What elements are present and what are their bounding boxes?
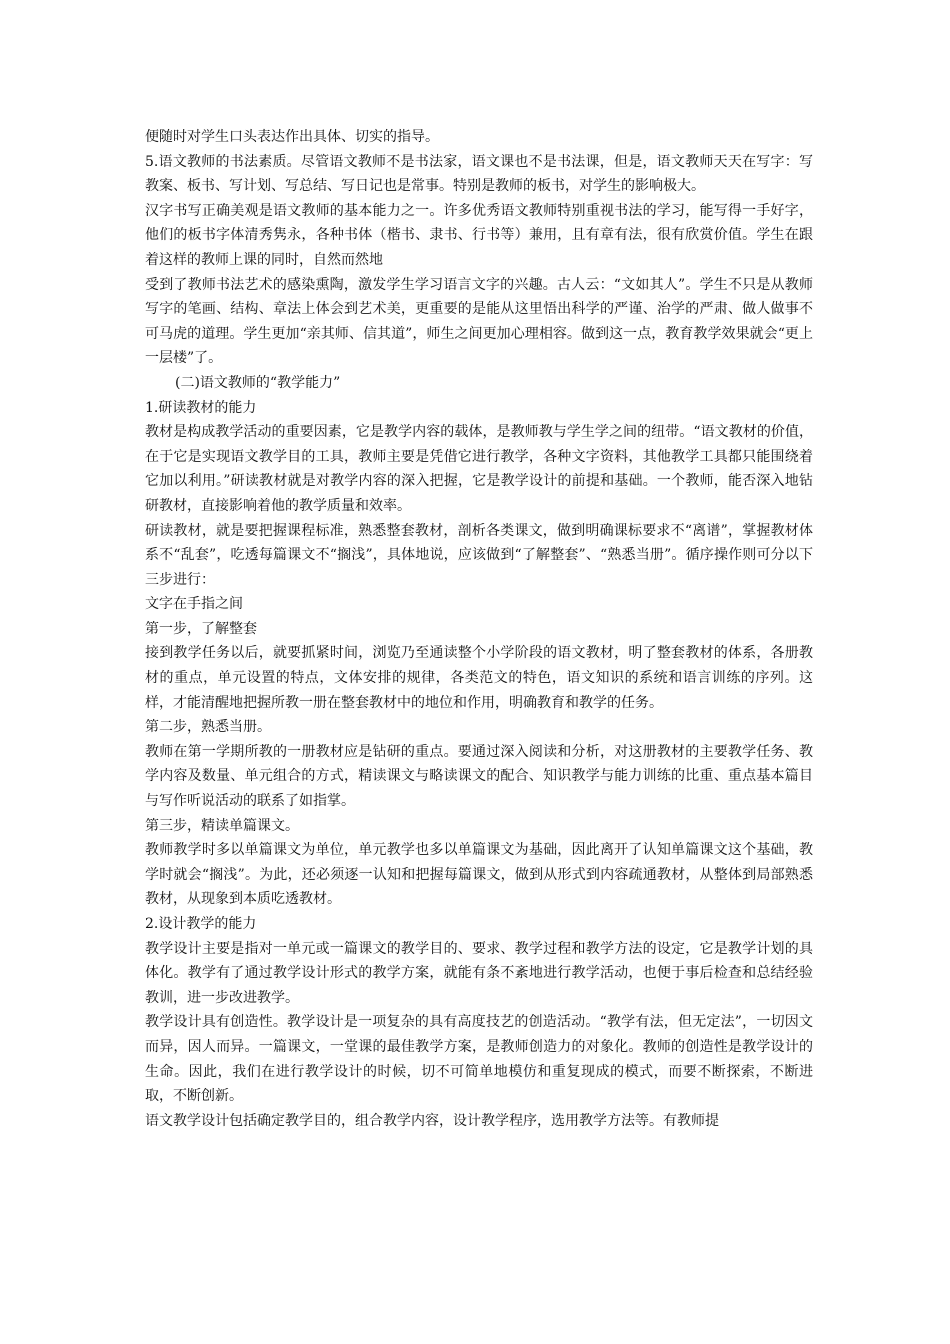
paragraph: 文字在手指之间 bbox=[145, 596, 243, 613]
subsection-heading: 2.设计教学的能力 bbox=[145, 916, 257, 932]
step-heading: 第三步，精读单篇课文。 bbox=[145, 817, 299, 834]
section-heading: (二)语文教师的“教学能力” bbox=[175, 374, 341, 391]
paragraph: 教材是构成教学活动的重要因素，它是教学内容的载体，是教师教与学生学之间的纽带。“语文教材的价值，在于它是实现语文教学目的工具，教师主要是凭借它进行教学，各种文字资料，其他教学工具都只能围绕着它加以利用。”研读教材就是对教学内容的深入把握，它是教学设计的前提和基础。一个教师，能否深入地钻研教材，直接影响着他的教学质量和效率。 bbox=[145, 424, 813, 514]
step-heading: 第二步，熟悉当册。 bbox=[145, 719, 271, 736]
paragraph: 受到了教师书法艺术的感染熏陶，激发学生学习语言文字的兴趣。古人云：“文如其人”。学生不只是从教师写字的笔画、结构、章法上体会到艺术美，更重要的是能从这里悟出科学的严谨、治学的严肃、做人做事不可马虎的道理。学生更加“亲其师、信其道”，师生之间更加心理相容。做到这一点，教育教学效果就会“更上一层楼”了。 bbox=[145, 276, 813, 367]
paragraph: 接到教学任务以后，就要抓紧时间，浏览乃至通读整个小学阶段的语文教材，明了整套教材的体系，各册教材的重点，单元设置的特点，文体安排的规律，各类范文的特色，语文知识的系统和语言训练的序列。这样，才能清醒地把握所教一册在整套教材中的地位和作用，明确教育和教学的任务。 bbox=[145, 645, 813, 711]
paragraph: 语文教学设计包括确定教学目的，组合教学内容，设计教学程序，选用教学方法等。有教师提 bbox=[145, 1112, 719, 1129]
paragraph: 教师在第一学期所教的一册教材应是钻研的重点。要通过深入阅读和分析，对这册教材的主要教学任务、教学内容及数量、单元组合的方式，精读课文与略读课文的配合、知识教学与能力训练的比重、重点基本篇目与写作听说活动的联系了如指掌。 bbox=[145, 743, 813, 810]
paragraph: 便随时对学生口头表达作出具体、切实的指导。 bbox=[145, 129, 439, 145]
paragraph: 教学设计具有创造性。教学设计是一项复杂的具有高度技艺的创造活动。“教学有法，但无定法”，一切因文而异，因人而异。一篇课文，一堂课的最佳教学方案，是教师创造力的对象化。教师的创造性是教学设计的生命。因此，我们在进行教学设计的时候，切不可简单地模仿和重复现成的模式，而要不断探索，不断进取，不断创新。 bbox=[145, 1014, 813, 1105]
paragraph: 5.语文教师的书法素质。尽管语文教师不是书法家，语文课也不是书法课，但是，语文教师天天在写字：写教案、板书、写计划、写总结、写日记也是常事。特别是教师的板书，对学生的影响极大。 bbox=[145, 153, 813, 195]
subsection-heading: 1.研读教材的能力 bbox=[145, 399, 257, 416]
paragraph: 教师教学时多以单篇课文为单位，单元教学也多以单篇课文为基础，因此离开了认知单篇课文这个基础，教学时就会“搁浅”。为此，还必须逐一认知和把握每篇课文，做到从形式到内容疏通教材，从整体到局部熟悉教材，从现象到本质吃透教材。 bbox=[145, 842, 813, 908]
paragraph: 教学设计主要是指对一单元或一篇课文的教学目的、要求、教学过程和教学方法的设定，它是教学计划的具体化。教学有了通过教学设计形式的教学方案，就能有条不紊地进行教学活动，也便于事后检查和总结经验教训，进一步改进教学。 bbox=[145, 940, 813, 1006]
paragraph: 研读教材，就是要把握课程标准，熟悉整套教材，剖析各类课文，做到明确课标要求不“离谱”，掌握教材体系不“乱套”，吃透每篇课文不“搁浅”，具体地说，应该做到“了解整套”、“熟悉当册”。循序操作则可分以下三步进行： bbox=[145, 522, 813, 588]
document-body bbox=[145, 125, 813, 1133]
paragraph: 汉字书写正确美观是语文教师的基本能力之一。许多优秀语文教师特别重视书法的学习，能写得一手好字，他们的板书字体清秀隽永，各种书体（楷书、隶书、行书等）兼用，且有章有法，很有欣赏价值。学生在跟着这样的教师上课的同时，自然而然地 bbox=[145, 202, 813, 268]
step-heading: 第一步，了解整套 bbox=[145, 620, 257, 637]
